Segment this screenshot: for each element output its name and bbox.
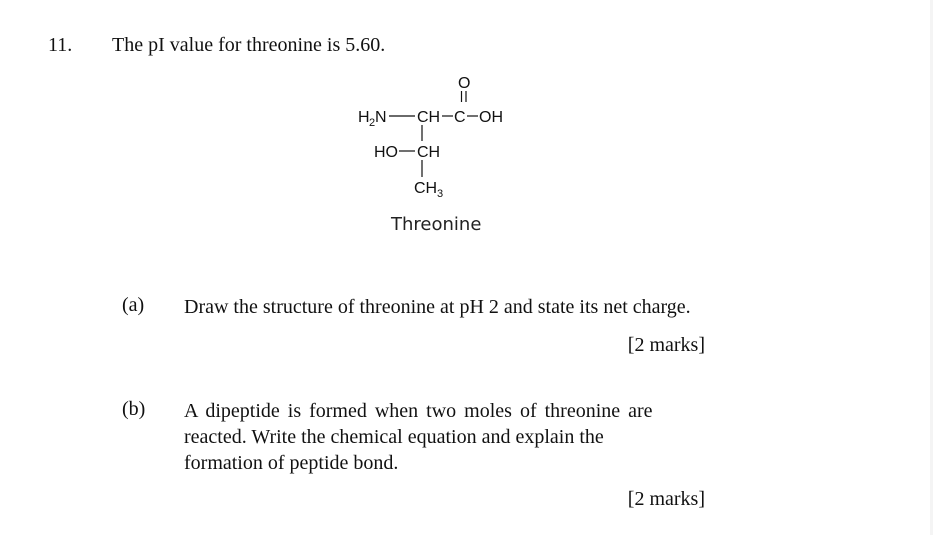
amino-group-h: H: [358, 109, 370, 126]
carbonyl-carbon: C: [454, 109, 466, 126]
question-stem: The pI value for threonine is 5.60.: [112, 34, 386, 56]
side-chain-hydroxyl: HO: [374, 144, 398, 161]
alpha-carbon: CH: [417, 109, 441, 126]
part-a-line: Draw the structure of threonine at pH 2 and state its net charge.: [184, 296, 691, 318]
part-a-label: (a): [122, 294, 145, 316]
part-b-marks: [2 marks]: [627, 488, 705, 510]
part-b-line: formation of peptide bond.: [184, 452, 399, 474]
methyl-subscript: 3: [437, 188, 444, 200]
carbonyl-oxygen: O: [458, 75, 471, 92]
threonine-structure-diagram: [340, 62, 540, 207]
part-a-marks: [2 marks]: [627, 334, 705, 356]
part-b-label: (b): [122, 398, 146, 420]
amino-group-subscript: 2: [369, 117, 376, 129]
amino-group-n: N: [375, 109, 387, 126]
part-b-line: A dipeptide is formed when two moles of threonine are: [184, 400, 653, 422]
part-b-text: [184, 398, 674, 476]
structure-caption: Threonine: [391, 214, 482, 235]
part-a-text: [184, 294, 744, 320]
methyl-c: CH: [414, 180, 438, 197]
hydroxyl-acid: OH: [479, 109, 503, 126]
question-number: 11.: [48, 34, 73, 56]
beta-carbon: CH: [417, 144, 441, 161]
part-b-line: reacted. Write the chemical equation and explain the: [184, 426, 604, 448]
